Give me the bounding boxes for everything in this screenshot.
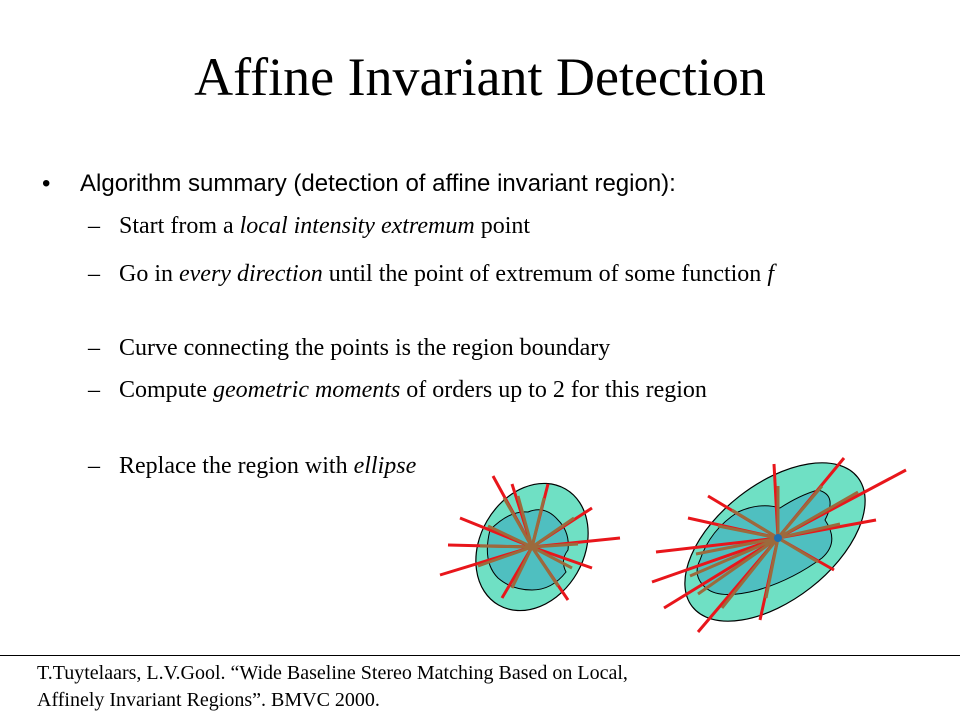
dash: – (88, 453, 100, 479)
sub-item-text: Go in every direction until the point of extremum of some function f (119, 261, 774, 287)
dash: – (88, 261, 100, 287)
citation (37, 660, 917, 714)
small-region-illustration (440, 463, 620, 631)
main-bullet (42, 166, 676, 202)
dash: – (88, 213, 100, 239)
sub-item-curve (88, 334, 878, 362)
footer-divider (0, 655, 960, 656)
sub-item-text: Curve connecting the points is the region boundary (119, 335, 611, 361)
sub-item-moments (88, 376, 878, 404)
sub-item-text: Replace the region with ellipse (119, 453, 417, 479)
small-center-point (529, 544, 535, 550)
large-region-illustration (652, 450, 906, 640)
large-center-point (774, 534, 782, 542)
sub-item-direction (88, 260, 878, 288)
dash: – (88, 335, 100, 361)
main-bullet-text: Algorithm summary (detection of affine invariant region): (80, 170, 676, 197)
citation-line-2: Affinely Invariant Regions”. BMVC 2000. (37, 689, 380, 711)
bullet-symbol: • (42, 170, 51, 197)
citation-line-1: T.Tuytelaars, L.V.Gool. “Wide Baseline Stereo Matching Based on Local, (37, 662, 628, 684)
sub-item-text: Start from a local intensity extremum point (119, 213, 531, 239)
page-title: Affine Invariant Detection (194, 47, 766, 107)
dash: – (88, 377, 100, 403)
sub-item-text: Compute geometric moments of orders up to 2 for this region (119, 377, 707, 403)
affine-region-figure (420, 450, 920, 640)
sub-item-start (88, 212, 878, 240)
